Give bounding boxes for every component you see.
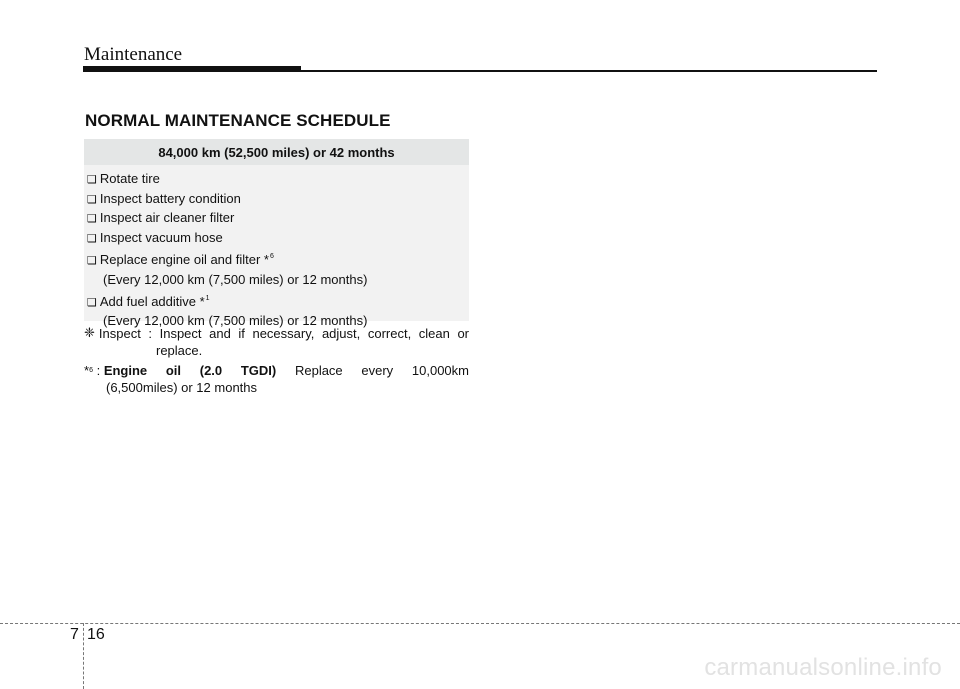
footer-page-separator [83,623,84,689]
item-label: Inspect battery condition [99,190,241,206]
chapter-number: 7 [70,626,79,643]
item-interval-note: (Every 12,000 km (7,500 miles) or 12 months) [103,271,368,287]
asterisk-bullet-icon: ❈ [84,326,95,341]
footnote-marker: 1 [205,294,210,302]
footnote-marker: 6 [269,253,274,261]
footnote-number: 6 [89,367,93,374]
header-rule-thick [83,66,301,72]
item-label: Add fuel additive * [99,293,205,309]
inspect-definition-continued: replace. [156,343,203,358]
page-number: 16 [87,626,105,643]
footnote-star: * [84,363,90,378]
schedule-table [84,139,469,329]
schedule-interval-header: 84,000 km (52,500 miles) or 42 months [84,139,469,165]
item-interval-note: (Every 12,000 km (7,500 miles) or 12 months) [103,313,368,329]
checkbox-icon: ❑ [87,231,97,245]
checkbox-icon: ❑ [87,192,97,206]
inspect-footnote [84,325,469,342]
watermark: carmanualsonline.info [704,654,942,681]
footer-divider [0,623,960,624]
engine-oil-note-text: Replace every 10,000km [294,363,469,378]
inspect-definition: Inspect : Inspect and if necessary, adjust, correct, clean or [98,326,469,341]
item-label: Replace engine oil and filter * [99,252,269,268]
list-item [87,229,469,249]
footnotes [84,325,469,396]
list-item [87,209,469,229]
engine-oil-footnote [84,362,469,379]
engine-oil-note-continued: (6,500miles) or 12 months [106,380,258,395]
list-item [87,190,469,210]
checkbox-icon: ❑ [87,212,97,226]
item-label: Inspect air cleaner filter [99,210,235,226]
item-label: Inspect vacuum hose [99,229,223,245]
checkbox-icon: ❑ [87,173,97,186]
header-rule-thin [301,70,877,72]
schedule-item-list [84,165,469,331]
list-item [87,170,469,190]
engine-oil-note [104,362,469,379]
checkbox-icon: ❑ [87,254,97,268]
engine-oil-note-heading: Engine oil (2.0 TGDI) [103,363,277,378]
checkbox-icon: ❑ [87,295,97,309]
section-title: NORMAL MAINTENANCE SCHEDULE [85,111,391,130]
footnote-separator: : [92,363,104,378]
item-label: Rotate tire [99,171,160,186]
header-title: Maintenance [84,44,183,65]
list-item [87,248,469,289]
